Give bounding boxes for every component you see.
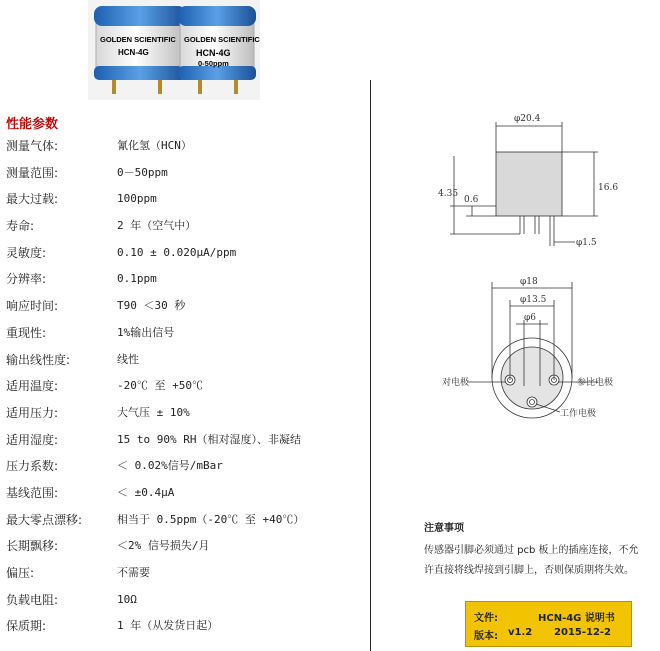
spec-row <box>6 537 366 564</box>
spec-row <box>6 484 366 511</box>
photo-brand-left: GOLDEN SCIENTIFIC <box>100 35 176 44</box>
notes-title: 注意事项 <box>424 523 464 534</box>
spec-label: 保质期: <box>6 619 47 634</box>
spec-value: 0.1ppm <box>117 272 157 286</box>
spec-label: 灵敏度: <box>6 245 47 260</box>
spec-value: 2 年（空气中） <box>117 219 197 233</box>
spec-row <box>6 511 366 538</box>
spec-label: 寿命: <box>6 219 35 234</box>
spec-value: 10Ω <box>117 592 137 606</box>
spec-value: 不需要 <box>117 566 150 579</box>
spec-value: 15 to 90% RH（相对湿度）、非凝结 <box>117 432 301 446</box>
spec-value: 100ppm <box>117 192 157 206</box>
spec-label: 响应时间: <box>6 299 59 314</box>
spec-label: 测量气体: <box>6 139 59 153</box>
spec-label: 长期飘移: <box>6 539 59 554</box>
spec-label: 负载电阻: <box>6 592 59 607</box>
file-value: HCN-4G 说明书 <box>538 613 615 624</box>
spec-label: 适用压力: <box>6 405 59 420</box>
spec-value: 相当于 0.5ppm（-20℃ 至 +40℃） <box>117 512 305 526</box>
dim-height: 16.6 <box>598 183 619 193</box>
section-title: 性能参数 <box>6 117 59 132</box>
spec-value: ＜ 0.02%信号/mBar <box>117 459 223 473</box>
spec-label: 测量范围: <box>6 165 59 180</box>
spec-value: ＜2% 信号损失/月 <box>117 539 210 553</box>
label-reference-electrode: 参比电极 <box>577 378 614 388</box>
spec-label: 适用温度: <box>6 379 59 394</box>
dim-width: φ20.4 <box>514 114 541 124</box>
spec-row <box>6 164 366 191</box>
dim-outer: φ18 <box>520 277 538 287</box>
spec-value: 0－50ppm <box>117 165 168 179</box>
dim-pin-length: 4.35 <box>438 189 459 199</box>
version-value: v1.2 <box>508 627 533 638</box>
photo-model-left: HCN-4G <box>118 48 149 57</box>
spec-row <box>6 457 366 484</box>
notes-line-1: 传感器引脚必须通过 pcb 板上的插座连接，不允 <box>424 545 639 556</box>
spec-row <box>6 404 366 431</box>
spec-row <box>6 431 366 458</box>
label-working-electrode: 工作电极 <box>560 409 597 419</box>
spec-value: -20℃ 至 +50℃ <box>117 379 203 393</box>
column-divider <box>370 80 371 651</box>
spec-label: 分辨率: <box>6 272 47 287</box>
spec-row <box>6 297 366 324</box>
spec-label: 最大零点漂移: <box>6 512 83 527</box>
spec-value: 线性 <box>117 352 139 366</box>
spec-value: T90 ＜30 秒 <box>117 299 186 313</box>
spec-row <box>6 244 366 271</box>
spec-row <box>6 377 366 404</box>
dim-pin-gap: 0.6 <box>464 195 479 205</box>
spec-row <box>6 591 366 618</box>
spec-label: 压力系数: <box>6 459 59 474</box>
spec-value: 0.10 ± 0.020μA/ppm <box>117 245 237 259</box>
spec-label: 适用湿度: <box>6 432 59 447</box>
spec-value: 1 年（从发货日起） <box>117 619 219 633</box>
notes-line-2: 许直接将线焊接到引脚上，否则保质期将失效。 <box>424 565 634 576</box>
file-label: 文件: <box>474 613 498 624</box>
spec-row <box>6 324 366 351</box>
dim-pin-dia: φ1.5 <box>576 238 597 248</box>
spec-row <box>6 137 366 164</box>
dim-inner: φ6 <box>524 313 537 323</box>
spec-row <box>6 190 366 217</box>
spec-row <box>6 564 366 591</box>
dim-pcd: φ13.5 <box>520 295 547 305</box>
spec-value: 大气压 ± 10% <box>117 405 190 419</box>
photo-range-right: 0-50ppm <box>198 59 229 68</box>
spec-row <box>6 217 366 244</box>
spec-value: 1%输出信号 <box>117 325 175 339</box>
spec-row <box>6 617 366 644</box>
side-view-body <box>496 152 562 216</box>
spec-label: 偏压: <box>6 566 35 580</box>
spec-value: 氰化氢（HCN） <box>117 139 192 152</box>
document-date: 2015-12-2 <box>554 627 612 638</box>
spec-row <box>6 351 366 378</box>
technical-drawing <box>420 96 660 436</box>
label-counter-electrode: 对电极 <box>442 378 470 388</box>
spec-row <box>6 270 366 297</box>
product-photo <box>88 0 260 100</box>
spec-label: 输出线性度: <box>6 352 71 367</box>
spec-value: ＜ ±0.4μA <box>117 485 175 499</box>
photo-brand-right: GOLDEN SCIENTIFIC <box>184 35 260 44</box>
spec-label: 基线范围: <box>6 485 59 500</box>
photo-model-right: HCN-4G <box>196 48 231 58</box>
document-info-box <box>465 601 632 647</box>
version-label: 版本: <box>474 631 498 642</box>
spec-label: 最大过载: <box>6 192 59 207</box>
spec-label: 重现性: <box>6 325 47 340</box>
spec-list <box>6 137 366 644</box>
